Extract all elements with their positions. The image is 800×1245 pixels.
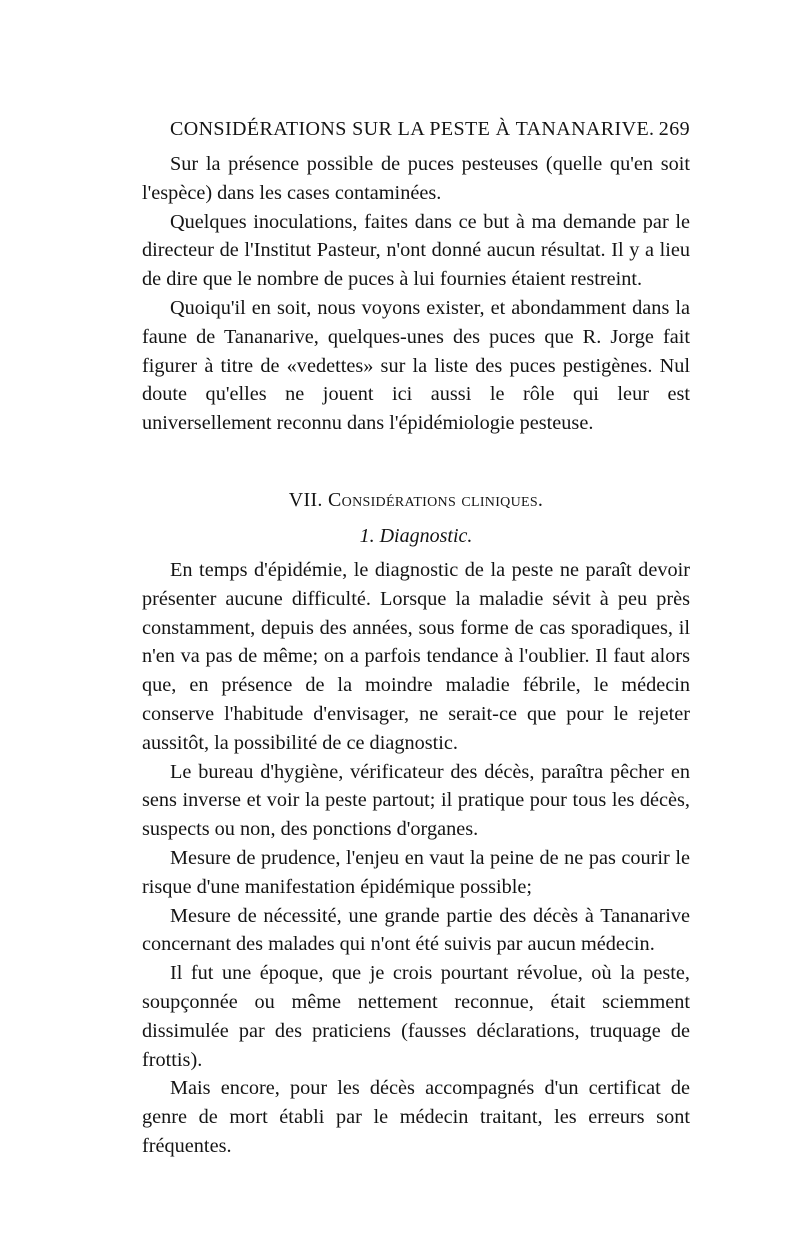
subsection-number: 1.	[359, 524, 375, 547]
subsection-heading	[142, 522, 690, 550]
page-number: 269	[658, 118, 690, 140]
section-number: VII.	[288, 488, 323, 511]
paragraph: Quoiqu'il en soit, nous voyons exister, et abondamment dans la faune de Tananarive, quelques-unes des puces que R. Jorge fait figurer à titre de «vedettes» sur la liste des puces pestigènes. Nul doute qu'elles ne jouent ici aussi le rôle qui leur est universellement reconnu dans l'épidémiologie pesteuse.	[142, 296, 690, 435]
paragraph: En temps d'épidémie, le diagnostic de la peste ne paraît devoir présenter aucune difficulté. Lorsque la maladie sévit à peu près constamment, depuis des années, sous forme de cas sporadiques, il n'en va pas de même; on a parfois tendance à l'oublier. Il faut alors que, en présence de la moindre maladie fébrile, le médecin conserve l'habitude d'envisager, ne serait-ce que pour le rejeter aussitôt, la possibilité de ce diagnostic.	[142, 558, 690, 754]
paragraph: Mesure de prudence, l'enjeu en vaut la peine de ne pas courir le risque d'une manifestation épidémique possible;	[142, 846, 690, 898]
paragraph: Le bureau d'hygiène, vérificateur des décès, paraîtra pêcher en sens inverse et voir la peste partout; il pratique pour tous les décès, suspects ou non, des ponctions d'organes.	[142, 760, 690, 841]
running-head-title: CONSIDÉRATIONS SUR LA PESTE À TANANARIVE.	[170, 118, 655, 140]
paragraph: Il fut une époque, que je crois pourtant révolue, où la peste, soupçonnée ou même nettement reconnue, était sciemment dissimulée par des praticiens (fausses déclarations, truquage de frottis).	[142, 962, 690, 1071]
paragraph: Mesure de nécessité, une grande partie des décès à Tananarive concernant des malades qui n'ont été suivis par aucun médecin.	[142, 904, 690, 956]
section-title: Considérations cliniques.	[328, 488, 544, 511]
page-body	[142, 150, 690, 1161]
subsection-title: Diagnostic.	[379, 524, 473, 547]
paragraph: Quelques inoculations, faites dans ce but à ma demande par le directeur de l'Institut Pasteur, n'ont donné aucun résultat. Il y a lieu de dire que le nombre de puces à lui fournies étaient restreint.	[142, 210, 690, 291]
paragraph: Sur la présence possible de puces pesteuses (quelle qu'en soit l'espèce) dans les cases contaminées.	[142, 153, 690, 204]
paragraph: Mais encore, pour les décès accompagnés d'un certificat de genre de mort établi par le médecin traitant, les erreurs sont fréquentes.	[142, 1077, 690, 1157]
section-heading	[142, 486, 690, 514]
